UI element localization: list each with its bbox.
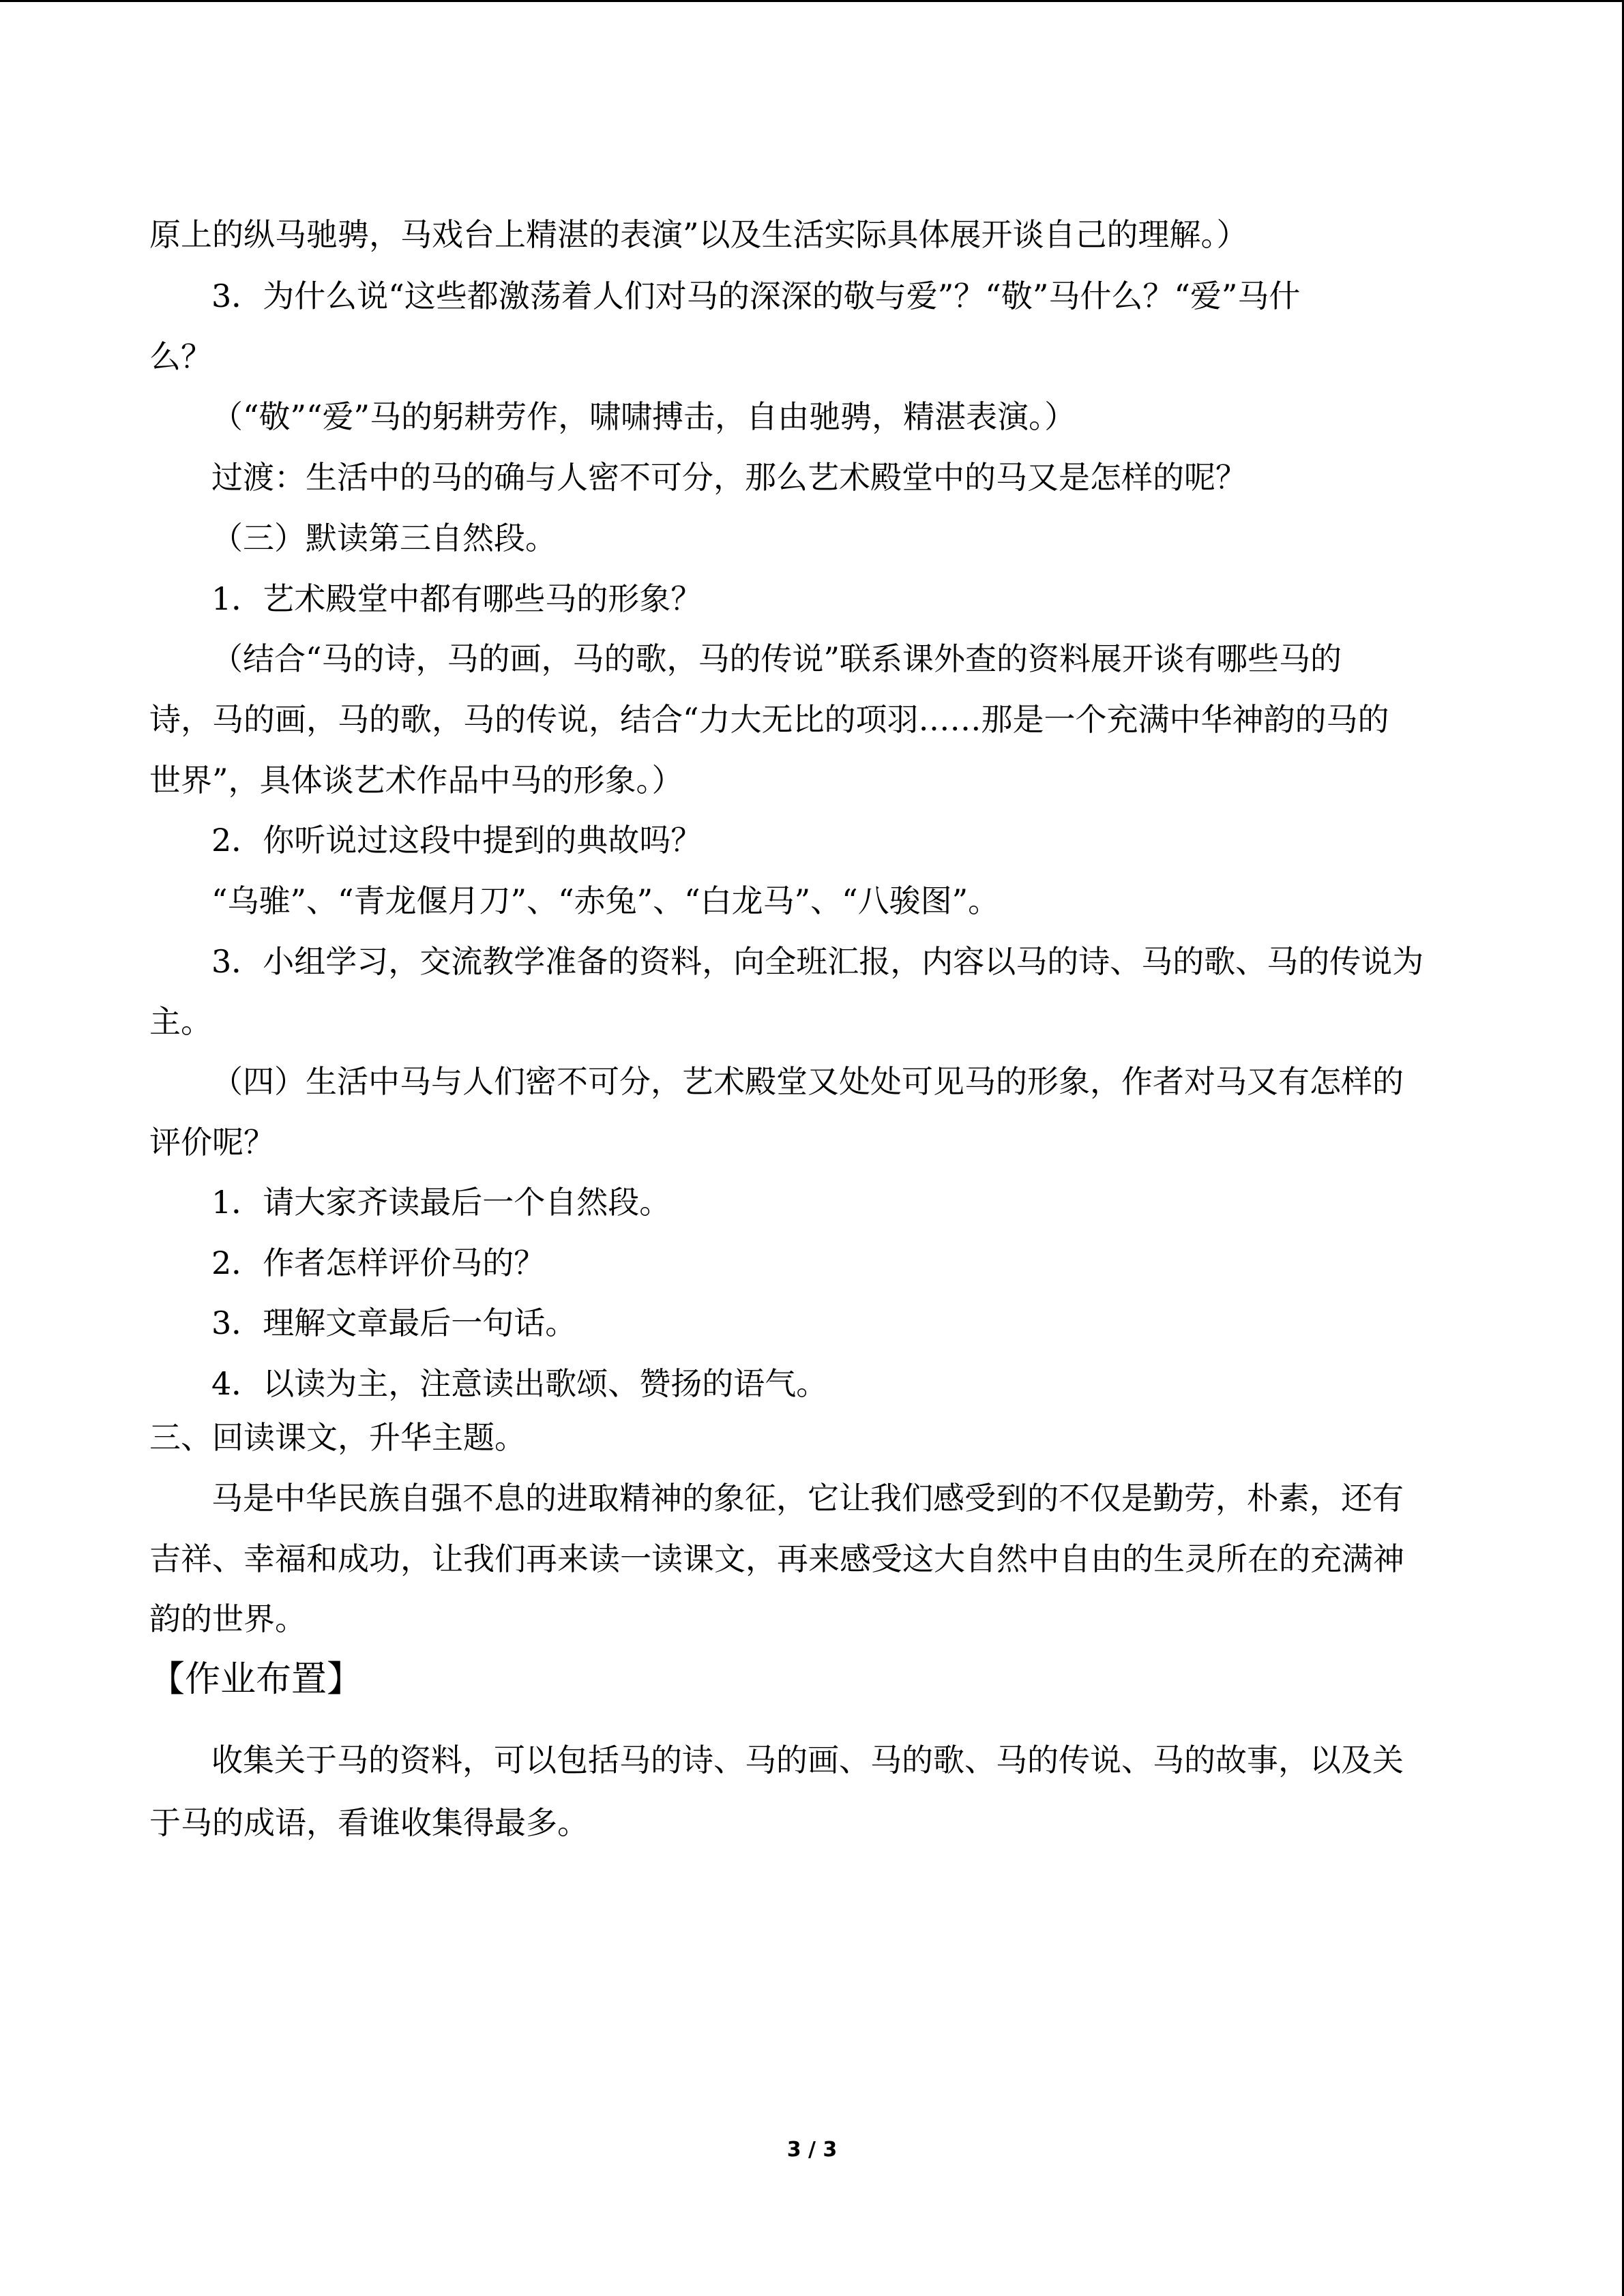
section-heading: （四）生活中马与人们密不可分，艺术殿堂又处处可见马的形象，作者对马又有怎样的 [211, 1063, 1404, 1100]
paragraph-line: 主。 [149, 1003, 212, 1040]
homework-line: 于马的成语，看谁收集得最多。 [149, 1804, 589, 1841]
page-number: 3 / 3 [786, 2138, 838, 2162]
paragraph-line: 么？ [149, 338, 212, 375]
homework-heading: 【作业布置】 [149, 1659, 363, 1700]
paragraph-line: 吉祥、幸福和成功，让我们再来读一读课文，再来感受这大自然中自由的生灵所在的充满神 [149, 1540, 1404, 1577]
paragraph-line: 2．作者怎样评价马的？ [211, 1244, 546, 1281]
paragraph-line: 诗，马的画，马的歌，马的传说，结合“力大无比的项羽……那是一个充满中华神韵的马的 [149, 701, 1389, 738]
section-heading: （三）默读第三自然段。 [211, 520, 557, 556]
paragraph-line: 韵的世界。 [149, 1600, 306, 1637]
paragraph-line: 3．理解文章最后一句话。 [211, 1304, 577, 1341]
paragraph-line: 世界”，具体谈艺术作品中马的形象。） [149, 762, 683, 799]
section-heading: 三、回读课文，升华主题。 [149, 1419, 526, 1456]
paragraph-line: 3．小组学习，交流教学准备的资料，向全班汇报，内容以马的诗、马的歌、马的传说为 [211, 943, 1424, 980]
paragraph-line: 1．艺术殿堂中都有哪些马的形象？ [211, 580, 703, 617]
paragraph-line: 评价呢？ [149, 1124, 275, 1161]
paragraph-line: 过渡：生活中的马的确与人密不可分，那么艺术殿堂中的马又是怎样的呢？ [211, 459, 1247, 496]
paragraph-line: 2．你听说过这段中提到的典故吗？ [211, 822, 703, 859]
homework-line: 收集关于马的资料，可以包括马的诗、马的画、马的歌、马的传说、马的故事，以及关 [211, 1742, 1404, 1778]
paragraph-line: 马是中华民族自强不息的进取精神的象征，它让我们感受到的不仅是勤劳，朴素，还有 [211, 1480, 1404, 1517]
paragraph-line: （结合“马的诗，马的画，马的歌，马的传说”联系课外查的资料展开谈有哪些马的 [211, 640, 1342, 677]
paragraph-line: “乌骓”、“青龙偃月刀”、“赤兔”、“白龙马”、“八骏图”。 [211, 882, 1000, 919]
paragraph-line: 4．以读为主，注意读出歌颂、赞扬的语气。 [211, 1365, 828, 1402]
paragraph-line: 3．为什么说“这些都激荡着人们对马的深深的敬与爱”？“敬”马什么？“爱”马什 [211, 278, 1301, 314]
paragraph-line: 1．请大家齐读最后一个自然段。 [211, 1184, 671, 1221]
paragraph-line: 原上的纵马驰骋，马戏台上精湛的表演”以及生活实际具体展开谈自己的理解。） [149, 216, 1248, 253]
paragraph-line: （“敬”“爱”马的躬耕劳作，啸啸搏击，自由驰骋，精湛表演。） [211, 398, 1076, 435]
